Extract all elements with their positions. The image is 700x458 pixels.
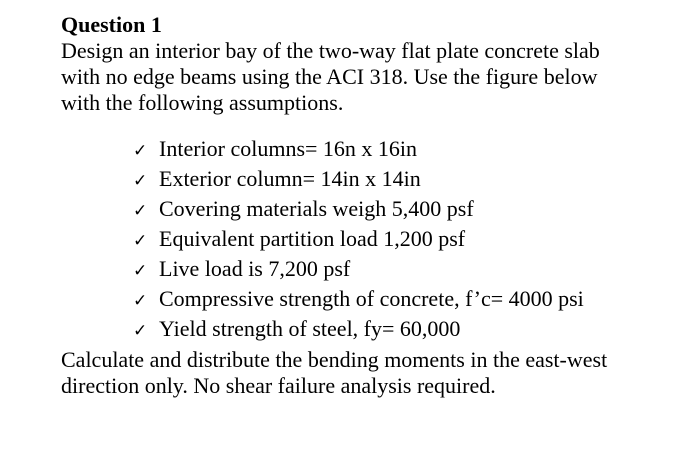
checkmark-icon: ✓ [133, 321, 148, 341]
assumptions-list [133, 135, 691, 345]
intro-line: Design an interior bay of the two-way flat plate concrete slab [61, 38, 600, 63]
checkmark-icon: ✓ [133, 141, 148, 161]
assumption-item [133, 315, 691, 345]
assumption-text: Exterior column= 14in x 14in [159, 166, 421, 191]
instruction-line: direction only. No shear failure analysis required. [61, 373, 496, 398]
assumption-item [133, 255, 691, 285]
checkmark-icon: ✓ [133, 291, 148, 311]
checkmark-icon: ✓ [133, 261, 148, 281]
assumption-item [133, 195, 691, 225]
assumption-text: Yield strength of steel, fy= 60,000 [159, 316, 461, 341]
assumption-text: Interior columns= 16n x 16in [159, 136, 418, 161]
assumption-text: Equivalent partition load 1,200 psf [159, 226, 466, 251]
assumption-item [133, 225, 691, 255]
checkmark-icon: ✓ [133, 201, 148, 221]
intro-line: with the following assumptions. [61, 90, 344, 115]
question-intro [61, 38, 691, 116]
instruction-line: Calculate and distribute the bending moments in the east-west [61, 347, 608, 372]
assumption-text: Covering materials weigh 5,400 psf [159, 196, 474, 221]
document-body [61, 12, 691, 399]
intro-line: with no edge beams using the ACI 318. Use the figure below [61, 64, 598, 89]
assumption-text: Live load is 7,200 psf [159, 256, 351, 281]
assumption-item [133, 285, 691, 315]
question-title: Question 1 [61, 12, 162, 37]
assumption-item [133, 135, 691, 165]
assumption-text: Compressive strength of concrete, f’c= 4000 psi [159, 286, 584, 311]
checkmark-icon: ✓ [133, 171, 148, 191]
checkmark-icon: ✓ [133, 231, 148, 251]
assumption-item [133, 165, 691, 195]
question-instructions [61, 347, 691, 399]
